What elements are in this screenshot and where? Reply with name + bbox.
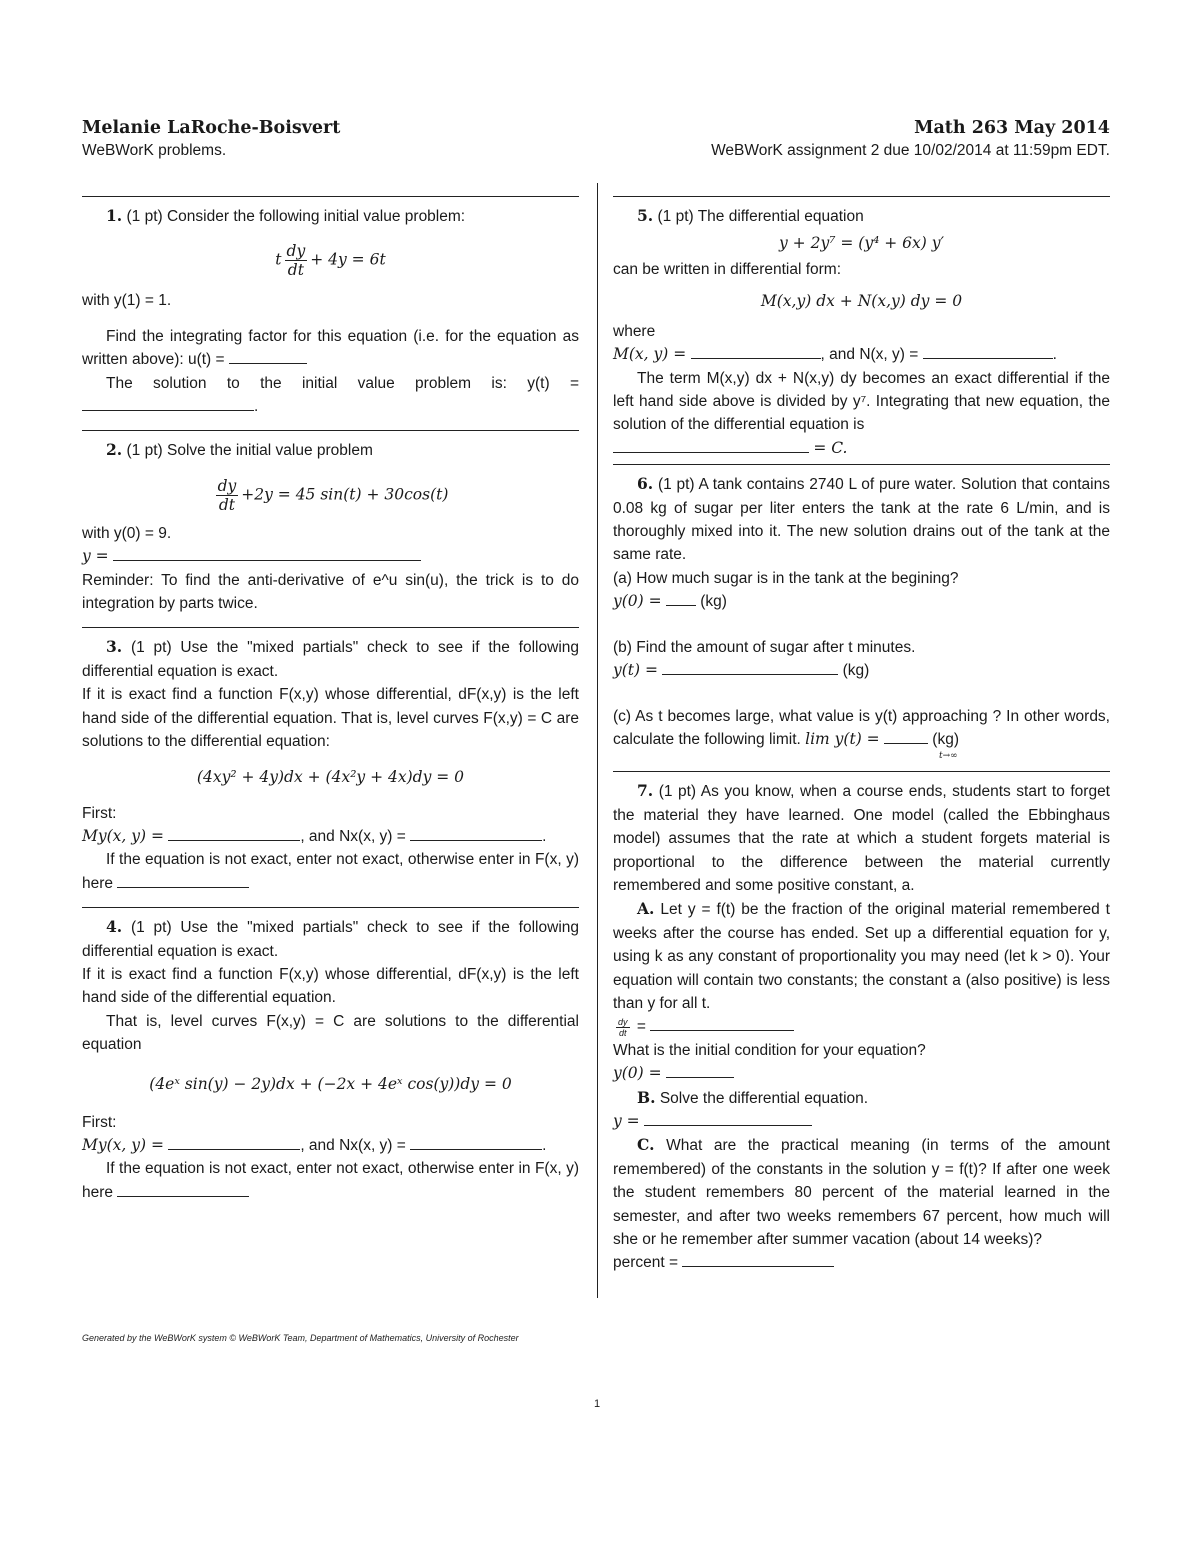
- problem-text: can be written in differential form:: [613, 261, 842, 279]
- first-label: First:: [82, 804, 117, 822]
- equation: $\frac{dy}{dt}$ +2y = 45 sin(t) + 30cos(t): [217, 476, 449, 514]
- problem-number: 1.: [106, 206, 123, 225]
- answer-field-yt[interactable]: [82, 396, 254, 411]
- problem-number: 2.: [106, 440, 123, 460]
- n-label: , and N(x, y) =: [820, 346, 919, 364]
- problem-5: 5. (1 pt) The differential equation y + 2y⁷ = (y⁴ + 6x) y′ can be written in differential form: M(x,y) dx + N(x,y) dy = 0 where M(x, y) = , and N(x, y) = . The term M(x,y) dx + N(x,y) dy becomes an exact differential if the left hand side above is divided by y⁷. Integrating that new equation, the solution of the differential equation is = C.: [613, 196, 1110, 460]
- question-a: (a) How much sugar is in the tank at the begining?: [613, 569, 959, 587]
- assignment-due: WeBWorK assignment 2 due 10/02/2014 at 11:59pm EDT.: [711, 142, 1110, 159]
- problem-number: 5.: [637, 206, 654, 225]
- limit-subscript: t→∞: [939, 751, 958, 762]
- right-column: [613, 196, 1110, 1287]
- problem-number: 7.: [637, 781, 654, 801]
- nx-label: , and Nx(x, y) =: [300, 827, 406, 845]
- answer-field-ut[interactable]: [229, 349, 307, 364]
- problem-4: 4. (1 pt) Use the "mixed partials" check to see if the following differential equation is exact. If it is exact find a function F(x,y) whose differential, dF(x,y) is the left hand side of the differential equation. That is, level curves F(x,y) = C are solutions to the differential equation (4eˣ sin(y) − 2y)dx + (−2x + 4eˣ cos(y))dy = 0 First: My(x, y) = , and Nx(x, y) = . If the equation is not exact, enter not exact, otherwise enter in F(x, y) here: [82, 907, 579, 1204]
- equation: t $\frac{dy}{dt}$ + 4y = 6t: [275, 242, 386, 280]
- answer-field-nx[interactable]: [410, 1135, 542, 1150]
- problem-text-2: The term M(x,y) dx + N(x,y) dy becomes an exact differential if the left hand side above is divided by y⁷. Integrating that new equation, the solution of the differential equation is: [613, 369, 1110, 434]
- page-number: 1: [594, 1398, 601, 1410]
- problem-text: If it is exact find a function F(x,y) whose differential, dF(x,y) is the left hand side of the differential equation.: [82, 965, 579, 1007]
- first-label: First:: [82, 1113, 117, 1131]
- my-label: My(x, y) =: [82, 1135, 164, 1154]
- problem-intro: (1 pt) Use the "mixed partials" check to see if the following differential equation is exact.: [82, 919, 579, 960]
- answer-field-solution[interactable]: [613, 438, 809, 453]
- problem-intro: (1 pt) Consider the following initial value problem:: [126, 208, 466, 225]
- left-column: [82, 196, 579, 1216]
- task-text: Find the integrating factor for this equation (i.e. for the equation as written above): u(t) =: [82, 327, 579, 369]
- answer-field-nx[interactable]: [410, 826, 542, 841]
- equation: (4xy² + 4y)dx + (4x²y + 4x)dy = 0: [196, 767, 465, 786]
- equation: y + 2y⁷ = (y⁴ + 6x) y′: [779, 234, 944, 253]
- problem-intro: (1 pt) As you know, when a course ends, students start to forget the material they have learned. One model (called the Ebbinghaus model) assumes that the rate at which a student forgets material is proportional to the difference between the material currently remembered and some positive constant, a.: [613, 783, 1110, 894]
- problem-2: [82, 430, 579, 615]
- answer-field-limit[interactable]: [884, 729, 928, 744]
- problem-7: 7. (1 pt) As you know, when a course ends, students start to forget the material they have learned. One model (called the Ebbinghaus model) assumes that the rate at which a student forgets material is proportional to the difference between the material currently remembered and some positive constant, a. A. Let y = f(t) be the fraction of the original material remembered t weeks after the course has ended. Set up a differential equation for y, using k as any constant of proportionality you may need (let k > 0). Your equation will contain two constants; the constant a (also positive) is less than y for all t. $\frac{dy}{dt}$ = What is the initial condition for your equation? y(0) = B. Solve the differential equation. y = C. What are the practical meaning (in terms of the amount remembered) of the constants in the solution y = f(t)? If after one week the student remembers 80 percent of the material learned in the semester, and after two weeks remembers 67 percent, how much will she or he remember after summer vacation (about 14 weeks)? percent =: [613, 771, 1110, 1275]
- condition: with y(1) = 1.: [82, 292, 172, 310]
- problem-number: 3.: [106, 637, 123, 657]
- part-b-text: Solve the differential equation.: [659, 1089, 869, 1107]
- exact-instruction: If the equation is not exact, enter not exact, otherwise enter in F(x, y) here: [82, 851, 579, 892]
- m-label: M(x, y) =: [613, 345, 687, 364]
- reminder: Reminder: To find the anti-derivative of e^u sin(u), the trick is to do integration by parts twice.: [82, 571, 579, 613]
- question-b: (b) Find the amount of sugar after t minutes.: [613, 638, 916, 656]
- answer-field-yt[interactable]: [662, 660, 838, 675]
- problem-intro: (1 pt) The differential equation: [657, 208, 864, 225]
- answer-prompt: y =: [82, 547, 109, 566]
- column-divider: [597, 183, 598, 1298]
- answer-field-f[interactable]: [117, 873, 249, 888]
- course-title: Math 263 May 2014: [914, 118, 1110, 138]
- author-name: Melanie LaRoche-Boisvert: [82, 118, 341, 138]
- initial-question: What is the initial condition for your equation?: [613, 1041, 926, 1059]
- my-label: My(x, y) =: [82, 826, 164, 845]
- answer-field-n[interactable]: [923, 344, 1053, 359]
- problem-3: 3. (1 pt) Use the "mixed partials" check to see if the following differential equation is exact. If it is exact find a function F(x,y) whose differential, dF(x,y) is the left hand side of the differential equation. That is, level curves F(x,y) = C are solutions to the differential equation: (4xy² + 4y)dx + (4x²y + 4x)dy = 0 First: My(x, y) = , and Nx(x, y) = . If the equation is not exact, enter not exact, otherwise enter in F(x, y) here: [82, 627, 579, 895]
- answer-field-dydt[interactable]: [650, 1016, 794, 1031]
- exact-instruction: If the equation is not exact, enter not exact, otherwise enter in F(x, y) here: [82, 1160, 579, 1201]
- footer: Generated by the WeBWorK system © WeBWorK Team, Department of Mathematics, University of Rochester: [82, 1333, 519, 1343]
- solution-prompt: The solution to the initial value problem is: y(t) =: [106, 374, 579, 392]
- question-c: (c) As t becomes large, what value is y(t) approaching ? In other words, calculate the following limit.: [613, 707, 1110, 748]
- answer-field-y[interactable]: [113, 546, 421, 561]
- answer-field-y0[interactable]: [666, 591, 696, 606]
- problem-intro: (1 pt) Use the "mixed partials" check to see if the following differential equation is exact.: [82, 639, 579, 680]
- where-label: where: [613, 322, 656, 340]
- problem-1: 1. (1 pt) Consider the following initial value problem: t $\frac{dy}{dt}$ + 4y = 6t with y(1) = 1. Find the integrating factor for this equation (i.e. for the equation as written above): u(t) = The solution to the initial value problem is: y(t) = .: [82, 196, 579, 418]
- nx-label: , and Nx(x, y) =: [300, 1136, 406, 1154]
- problem-text: If it is exact find a function F(x,y) whose differential, dF(x,y) is the left hand side of the differential equation. That is, level curves F(x,y) = C are solutions to the differential equation:: [82, 686, 579, 751]
- part-a-text: Let y = f(t) be the fraction of the original material remembered t weeks after the course has ended. Set up a differential equation for y, using k as any constant of proportionality you may need (let k > 0). Your equation will contain two constants; the constant a (also positive) is less than y for all t.: [613, 901, 1110, 1012]
- part-c-text: What are the practical meaning (in terms of the amount remembered) of the constants in the solution y = f(t)? If after one week the student remembers 80 percent of the material learned in the semester, and after two weeks remembers 67 percent, how much will she or he remember after summer vacation (about 14 weeks)?: [613, 1137, 1110, 1249]
- problem-number: 4.: [106, 917, 123, 937]
- answer-field-f[interactable]: [117, 1182, 249, 1197]
- answer-field-y0[interactable]: [666, 1063, 734, 1078]
- answer-field-my[interactable]: [168, 1135, 300, 1150]
- answer-field-my[interactable]: [168, 826, 300, 841]
- problem-intro: (1 pt) A tank contains 2740 L of pure water. Solution that contains 0.08 kg of sugar per liter enters the tank at the rate 6 L/min, and is thoroughly mixed into it. The new solution drains out of the tank at the same rate.: [613, 476, 1110, 564]
- problem-number: 6.: [637, 474, 654, 494]
- equation: (4eˣ sin(y) − 2y)dx + (−2x + 4eˣ cos(y))dy = 0: [149, 1074, 512, 1093]
- answer-field-y[interactable]: [644, 1111, 812, 1126]
- equation-2: M(x,y) dx + N(x,y) dy = 0: [760, 291, 963, 310]
- problem-intro: (1 pt) Solve the initial value problem: [126, 442, 373, 460]
- answer-field-percent[interactable]: [682, 1252, 834, 1267]
- problem-6: 6. (1 pt) A tank contains 2740 L of pure water. Solution that contains 0.08 kg of sugar per liter enters the tank at the rate 6 L/min, and is thoroughly mixed into it. The new solution drains out of the tank at the same rate. (a) How much sugar is in the tank at the begining? y(0) = (kg) (b) Find the amount of sugar after t minutes. y(t) = (kg) (c) As t becomes large, what value is y(t) approaching ? In other words, calculate the following limit. lim y(t) = (kg) t→∞: [613, 464, 1110, 761]
- condition: with y(0) = 9.: [82, 524, 172, 542]
- answer-field-m[interactable]: [691, 344, 821, 359]
- header-subtitle: WeBWorK problems.: [82, 142, 227, 159]
- problem-text-2: That is, level curves F(x,y) = C are solutions to the differential equation: [82, 1012, 579, 1054]
